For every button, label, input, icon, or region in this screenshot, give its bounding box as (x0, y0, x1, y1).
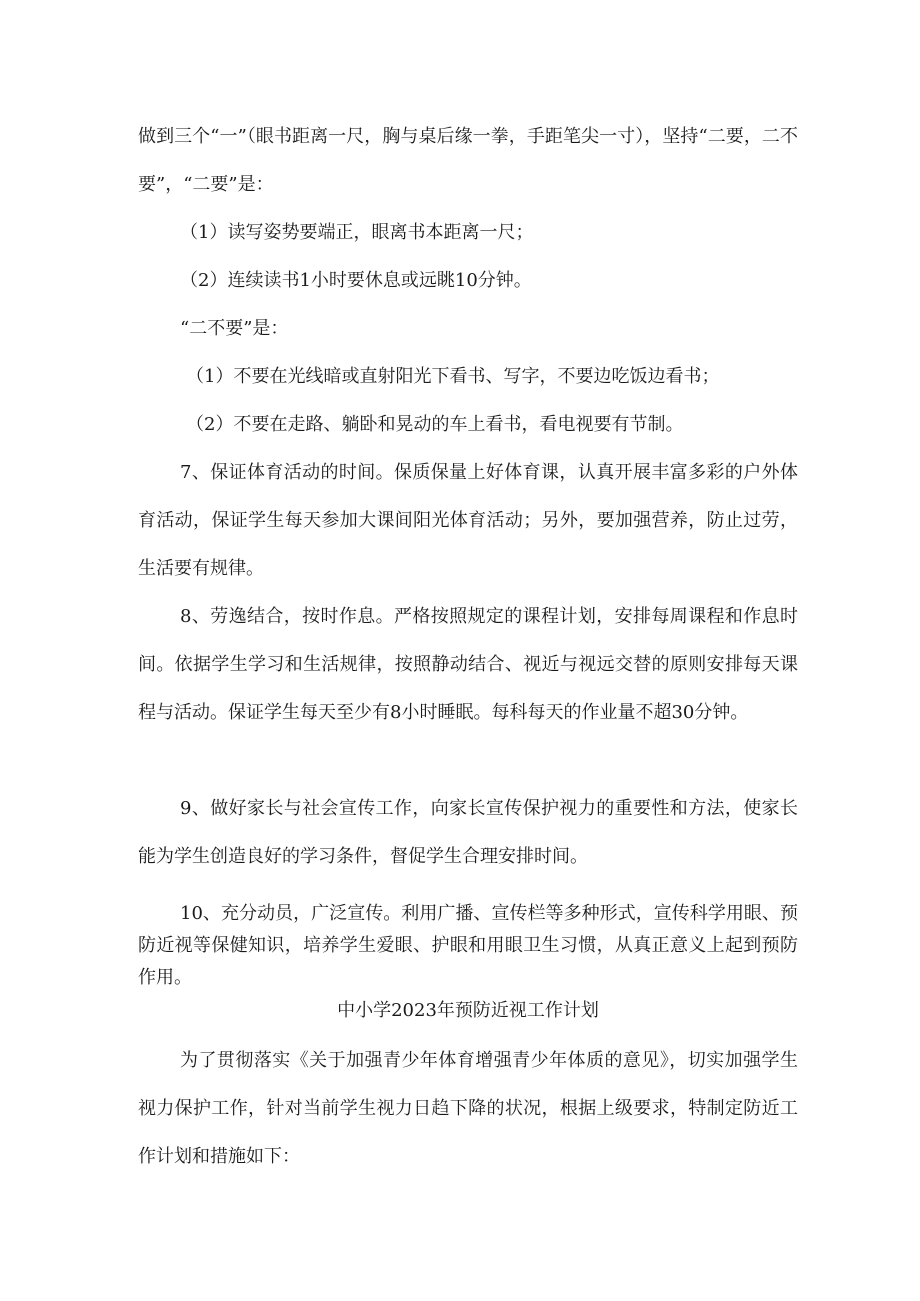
paragraph-two-dos-2: （2）连续读书1小时要休息或远眺10分钟。 (180, 270, 532, 291)
paragraph-three-ones: 做到三个“一”（眼书距离一尺，胸与桌后缘一拳，手距笔尖一寸），坚持“二要，二不要”，“二要”是： (138, 126, 798, 195)
paragraph-item-9: 9、做好家长与社会宣传工作，向家长宣传保护视力的重要性和方法，使家长能为学生创造良好的学习条件，督促学生合理安排时间。 (138, 798, 798, 867)
paragraph-two-donts-1: （1）不要在光线暗或直射阳光下看书、写字，不要边吃饭边看书； (186, 366, 720, 387)
paragraph-two-dos-1: （1）读写姿势要端正，眼离书本距离一尺； (180, 222, 534, 243)
paragraph-item-8: 8、劳逸结合，按时作息。严格按照规定的课程计划，安排每周课程和作息时间。依据学生学习和生活规律，按照静动结合、视近与视远交替的原则安排每天课程与活动。保证学生每天至少有8小时睡眠。每科每天的作业量不超30分钟。 (138, 606, 798, 723)
paragraph-intro: 为了贯彻落实《关于加强青少年体育增强青少年体质的意见》，切实加强学生视力保护工作，针对当前学生视力日趋下降的状况，根据上级要求，特制定防近工作计划和措施如下： (138, 1050, 798, 1167)
paragraph-item-10: 10、充分动员，广泛宣传。利用广播、宣传栏等多种形式，宣传科学用眼、预防近视等保健知识，培养学生爱眼、护眼和用眼卫生习惯，从真正意义上起到预防作用。 (138, 903, 798, 988)
section-title: 中小学2023年预防近视工作计划 (337, 1000, 599, 1021)
paragraph-two-donts-2: （2）不要在走路、躺卧和晃动的车上看书，看电视要有节制。 (186, 414, 684, 435)
paragraph-item-7: 7、保证体育活动的时间。保质保量上好体育课，认真开展丰富多彩的户外体育活动，保证学生每天参加大课间阳光体育活动；另外，要加强营养，防止过劳，生活要有规律。 (138, 462, 798, 579)
paragraph-two-donts-heading: “二不要”是： (180, 318, 289, 339)
